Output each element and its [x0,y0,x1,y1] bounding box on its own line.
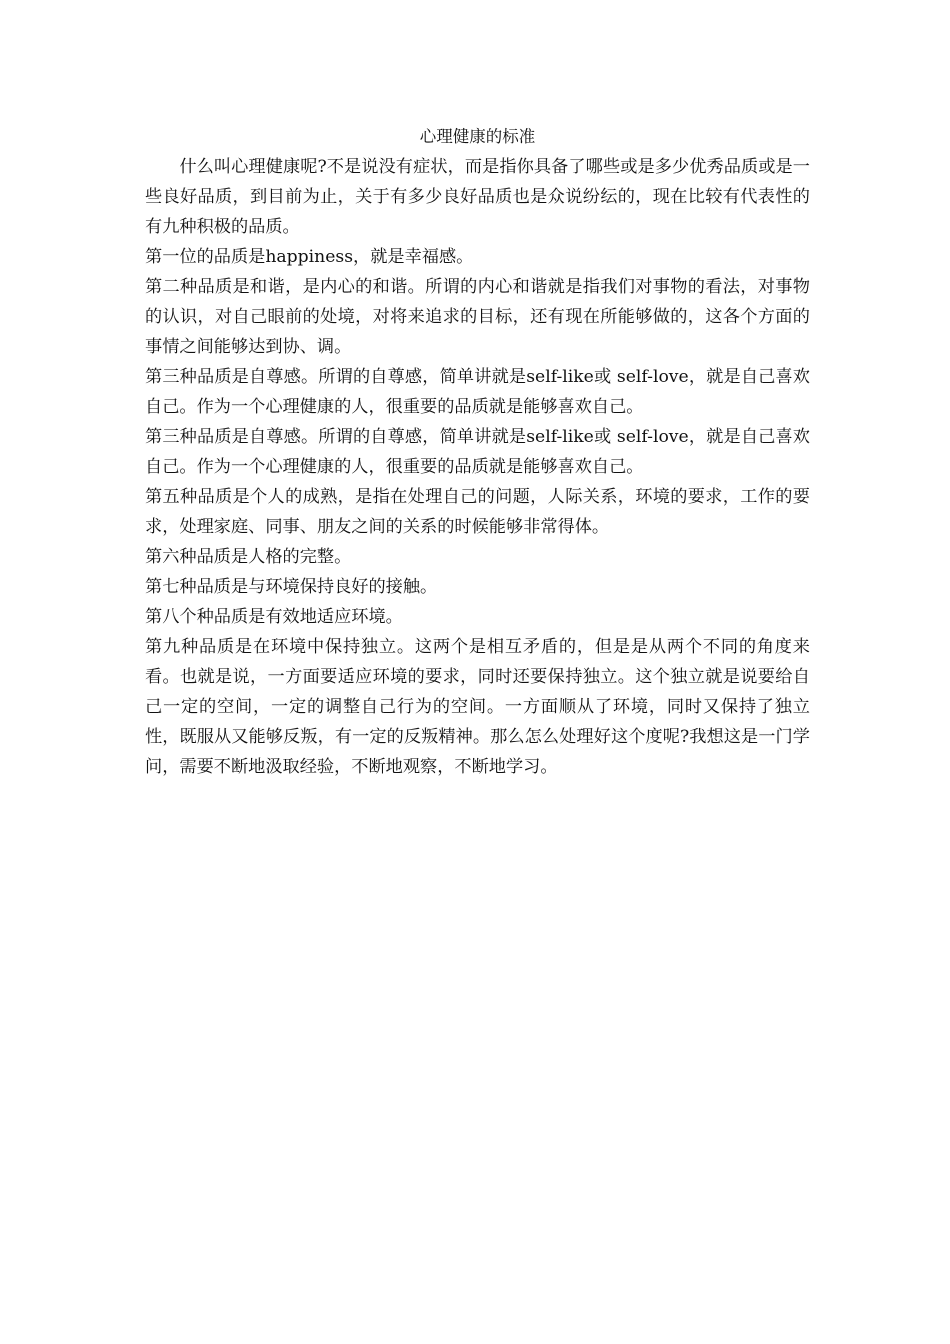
paragraph-quality-2: 第二种品质是和谐，是内心的和谐。所谓的内心和谐就是指我们对事物的看法，对事物的认识，对自己眼前的处境，对将来追求的目标，还有现在所能够做的，这各个方面的事情之间能够达到协、调。 [145,277,810,357]
paragraph-quality-3-repeat: 第三种品质是自尊感。所谓的自尊感，简单讲就是self-like或 self-love，就是自己喜欢自己。作为一个心理健康的人，很重要的品质就是能够喜欢自己。 [145,427,810,477]
paragraph-quality-5: 第五种品质是个人的成熟，是指在处理自己的问题，人际关系，环境的要求，工作的要求，处理家庭、同事、朋友之间的关系的时候能够非常得体。 [145,487,810,537]
paragraph-quality-3: 第三种品质是自尊感。所谓的自尊感，简单讲就是self-like或 self-love，就是自己喜欢自己。作为一个心理健康的人，很重要的品质就是能够喜欢自己。 [145,367,810,417]
paragraph-quality-9: 第九种品质是在环境中保持独立。这两个是相互矛盾的，但是是从两个不同的角度来看。也就是说，一方面要适应环境的要求，同时还要保持独立。这个独立就是说要给自己一定的空间，一定的调整自己行为的空间。一方面顺从了环境，同时又保持了独立性，既服从又能够反叛，有一定的反叛精神。那么怎么处理好这个度呢?我想这是一门学问，需要不断地汲取经验，不断地观察，不断地学习。 [145,637,810,777]
paragraph-quality-1: 第一位的品质是happiness，就是幸福感。 [145,247,474,267]
document-title: 心理健康的标准 [419,127,536,146]
paragraph-quality-8: 第八个种品质是有效地适应环境。 [145,607,403,627]
paragraph-quality-7: 第七种品质是与环境保持良好的接触。 [145,577,438,597]
paragraph-quality-6: 第六种品质是人格的完整。 [145,547,352,567]
paragraph-intro: 什么叫心理健康呢?不是说没有症状，而是指你具备了哪些或是多少优秀品质或是一些良好品质，到目前为止，关于有多少良好品质也是众说纷纭的，现在比较有代表性的有九种积极的品质。 [145,157,810,237]
document-body [145,122,810,782]
